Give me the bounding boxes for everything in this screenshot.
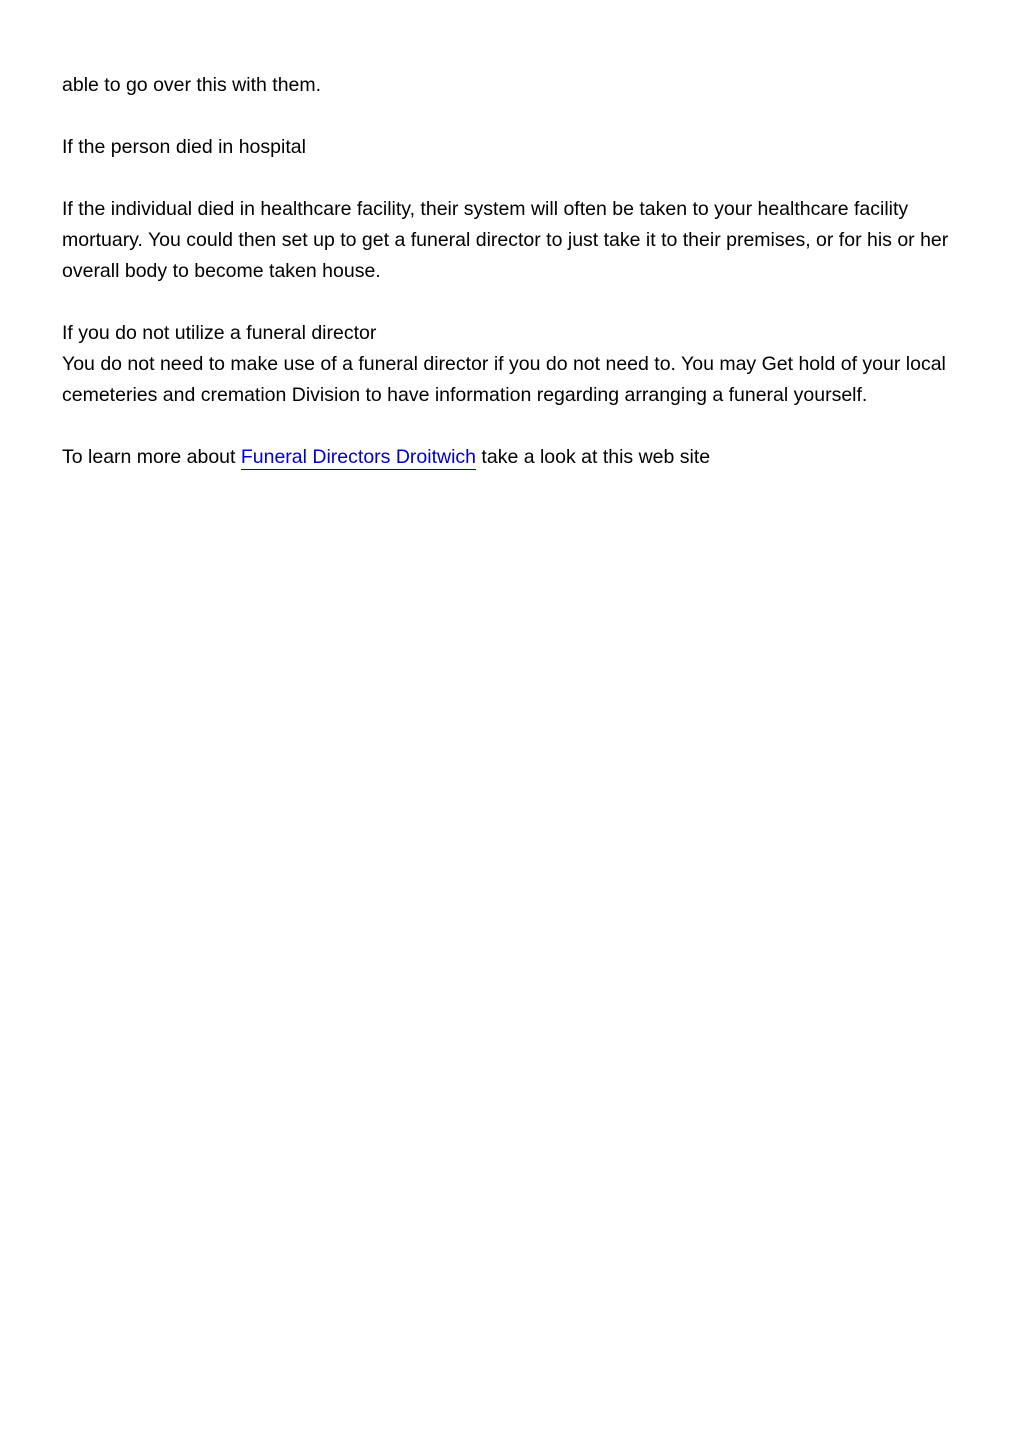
paragraph-no-director: You do not need to make use of a funeral director if you do not need to. You may Get hold of your local cemeteries and cremation Division to have information regarding arranging a funeral yourself. (62, 353, 946, 406)
heading-no-director: If you do not utilize a funeral director (62, 322, 377, 344)
paragraph-closing (62, 442, 972, 473)
closing-text-before: To learn more about (62, 446, 241, 468)
paragraph-intro: able to go over this with them. (62, 74, 322, 96)
paragraph-hospital: If the individual died in healthcare facility, their system will often be taken to your healthcare facility mortuary. You could then set up to get a funeral director to just take it to their premises, or for his or her overall body to become taken house. (62, 198, 949, 282)
document-content (62, 70, 972, 504)
closing-text-after: take a look at this web site (476, 446, 711, 468)
funeral-directors-link[interactable]: Funeral Directors Droitwich (240, 446, 477, 468)
heading-hospital: If the person died in hospital (62, 136, 306, 158)
